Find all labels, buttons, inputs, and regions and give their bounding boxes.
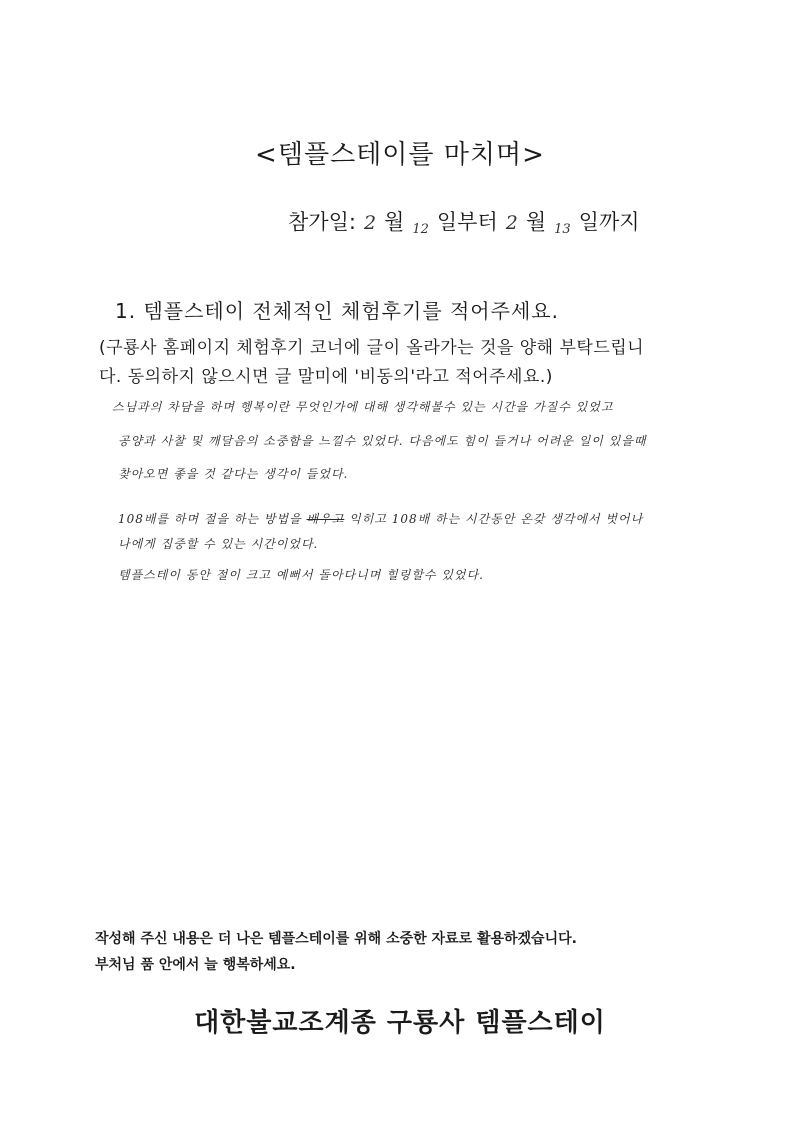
start-day: 12 (412, 222, 429, 237)
question-heading: 1. 템플스테이 전체적인 체험후기를 적어주세요. (115, 299, 559, 323)
participation-date (288, 206, 640, 236)
struck-out-word: 배우고 (306, 512, 345, 526)
handwritten-answer-line: 공양과 사찰 및 깨달음의 소중함을 느낄수 있었다. 다음에도 힘이 들거나 어려운 일이 있을때 (118, 434, 647, 448)
handwritten-answer-line: 찾아오면 좋을 것 같다는 생각이 들었다. (118, 467, 349, 481)
to-label: 일까지 (578, 210, 640, 234)
end-day: 13 (554, 222, 571, 237)
answer-text: 익히고 108배 하는 시간동안 온갖 생각에서 벗어나 (349, 512, 644, 526)
question-note: (구룡사 홈페이지 체험후기 코너에 글이 올라가는 것을 양해 부탁드립니 (99, 338, 645, 358)
handwritten-answer-line (118, 510, 643, 527)
page-title: <템플스테이를 마치며> (255, 140, 545, 170)
end-month: 2 (505, 212, 518, 234)
from-label: 일부터 (436, 210, 498, 234)
date-label: 참가일: (288, 210, 356, 234)
organization-name: 대한불교조계종 구룡사 템플스테이 (194, 1008, 606, 1038)
footer-note: 부처님 품 안에서 늘 행복하세요. (95, 957, 296, 973)
handwritten-answer-line: 스님과의 차담을 하며 행복이란 무엇인가에 대해 생각해볼수 있는 시간을 가질수 있었고 (112, 400, 614, 414)
start-month: 2 (363, 212, 377, 234)
month-unit: 월 (384, 210, 405, 234)
handwritten-answer-line: 템플스테이 동안 절이 크고 예뻐서 돌아다니며 힐링할수 있었다. (118, 568, 484, 582)
footer-note: 작성해 주신 내용은 더 나은 템플스테이를 위해 소중한 자료로 활용하겠습니다. (95, 931, 577, 947)
month-unit: 월 (525, 210, 547, 234)
handwritten-answer-line: 나에게 집중할 수 있는 시간이었다. (118, 537, 319, 551)
answer-text: 108배를 하며 절을 하는 방법을 (118, 512, 302, 526)
question-note: 다. 동의하지 않으시면 글 말미에 '비동의'라고 적어주세요.) (99, 367, 553, 387)
